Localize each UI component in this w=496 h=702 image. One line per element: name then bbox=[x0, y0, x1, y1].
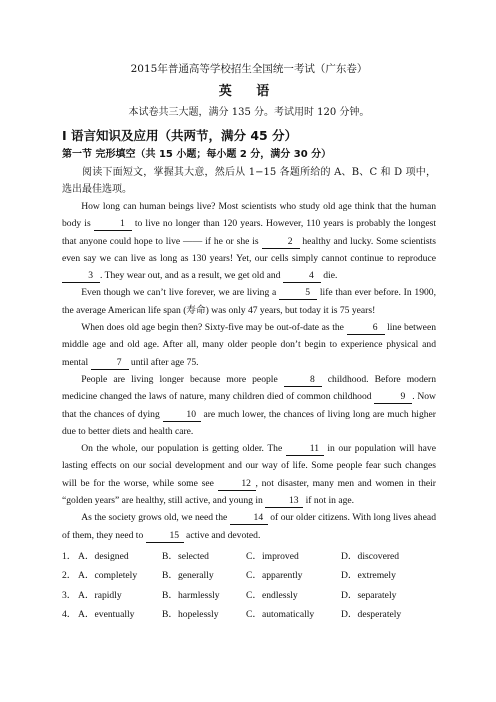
option-c[interactable]: C．automatically bbox=[246, 609, 315, 621]
option-c[interactable]: C．improved bbox=[246, 550, 299, 562]
blank-13: 13 bbox=[265, 495, 303, 508]
blank-14: 14 bbox=[230, 512, 268, 525]
part-one-heading: Ⅰ 语言知识及应用（共两节，满分 45 分） bbox=[62, 128, 298, 143]
passage-paragraph: When does old age begin then? Sixty-five may be out-of-date as the 6 line between middle age and old age. After all, many older people don’t begin to experience physical and mental 7 until after age 75. bbox=[62, 322, 436, 368]
blank-2: 2 bbox=[262, 236, 300, 249]
option-row bbox=[62, 566, 436, 586]
option-d[interactable]: D．discovered bbox=[341, 550, 400, 562]
option-a[interactable]: A．rapidly bbox=[78, 589, 122, 601]
option-a[interactable]: A．completely bbox=[78, 570, 138, 582]
option-b[interactable]: B．generally bbox=[162, 570, 214, 582]
passage-paragraph: People are living longer because more people 8 childhood. Before modern medicine changed the laws of nature, many children died of common childhood 9 . Now that the chances of dying 10 are much lower, the chances of living long are much higher due to better diets and health care. bbox=[62, 373, 437, 437]
blank-5: 5 bbox=[279, 287, 317, 300]
option-row bbox=[62, 547, 436, 567]
passage-paragraph: On the whole, our population is getting older. The 11 in our population will have lasting effects on our social development and our way of life. Some people fear such changes will be for the worse, while some see 12 , not disaster, many men and women in their “golden years” are healthy, still active, and young in 13 if not in age. bbox=[62, 443, 436, 507]
blank-1: 1 bbox=[94, 218, 132, 231]
blank-10: 10 bbox=[163, 409, 201, 422]
blank-6: 6 bbox=[347, 322, 385, 335]
cloze-passage bbox=[62, 198, 436, 544]
option-a[interactable]: A．eventually bbox=[78, 609, 135, 621]
question-number: 3． bbox=[62, 589, 77, 601]
question-number: 2． bbox=[62, 570, 77, 582]
blank-11: 11 bbox=[286, 443, 324, 456]
blank-15: 15 bbox=[146, 530, 184, 543]
blank-8: 8 bbox=[284, 374, 322, 387]
exam-title: 2015年普通高等学校招生全国统一考试（广东卷） bbox=[130, 63, 368, 75]
exam-info: 本试卷共三大题，满分 135 分。考试用时 120 分钟。 bbox=[128, 107, 370, 118]
subject-title: 英 语 bbox=[218, 84, 280, 99]
option-b[interactable]: B．hopelessly bbox=[162, 609, 219, 621]
passage-paragraph: How long can human beings live? Most scientists who study old age think that the human body is 1 to live no longer than 120 years. However, 110 years is probably the longest that anyone could hope to live —— if he or she is 2 healthy and lucky. Some scientists even say we can live as long as 130 years! Yet, our cells simply cannot continue to reproduce 3 . They wear out, and as a result, we get old and 4 die. bbox=[62, 201, 437, 282]
blank-4: 4 bbox=[283, 270, 321, 283]
blank-3: 3 bbox=[62, 270, 100, 283]
option-d[interactable]: D．desperately bbox=[341, 609, 402, 621]
question-number: 4． bbox=[62, 609, 77, 621]
option-c[interactable]: C．apparently bbox=[246, 570, 303, 582]
blank-12: 12 bbox=[218, 478, 256, 491]
section-one-heading: 第一节 完形填空（共 15 小题；每小题 2 分，满分 30 分） bbox=[62, 149, 332, 160]
option-row bbox=[62, 586, 436, 606]
blank-9: 9 bbox=[374, 391, 412, 404]
option-d[interactable]: D．extremely bbox=[341, 570, 396, 582]
blank-7: 7 bbox=[91, 357, 129, 370]
option-a[interactable]: A．designed bbox=[78, 550, 129, 562]
option-d[interactable]: D．separately bbox=[341, 589, 397, 601]
answer-options bbox=[62, 547, 436, 625]
section-instruction: 阅读下面短文，掌握其大意，然后从 1−15 各题所给的 A、B、C 和 D 项中，选出最佳选项。 bbox=[62, 167, 436, 195]
passage-paragraph: Even though we can’t live forever, we are living a 5 life than ever before. In 1900, the average American life span (寿命) was only 47 years, but today it is 75 years! bbox=[62, 287, 437, 316]
option-b[interactable]: B．selected bbox=[162, 550, 209, 562]
question-number: 1． bbox=[62, 550, 77, 562]
option-c[interactable]: C．endlessly bbox=[246, 589, 298, 601]
option-row bbox=[62, 605, 436, 625]
passage-paragraph: As the society grows old, we need the 14 of our older citizens. With long lives ahead of them, they need to 15 active and devoted. bbox=[62, 512, 436, 541]
option-b[interactable]: B．harmlessly bbox=[162, 589, 220, 601]
